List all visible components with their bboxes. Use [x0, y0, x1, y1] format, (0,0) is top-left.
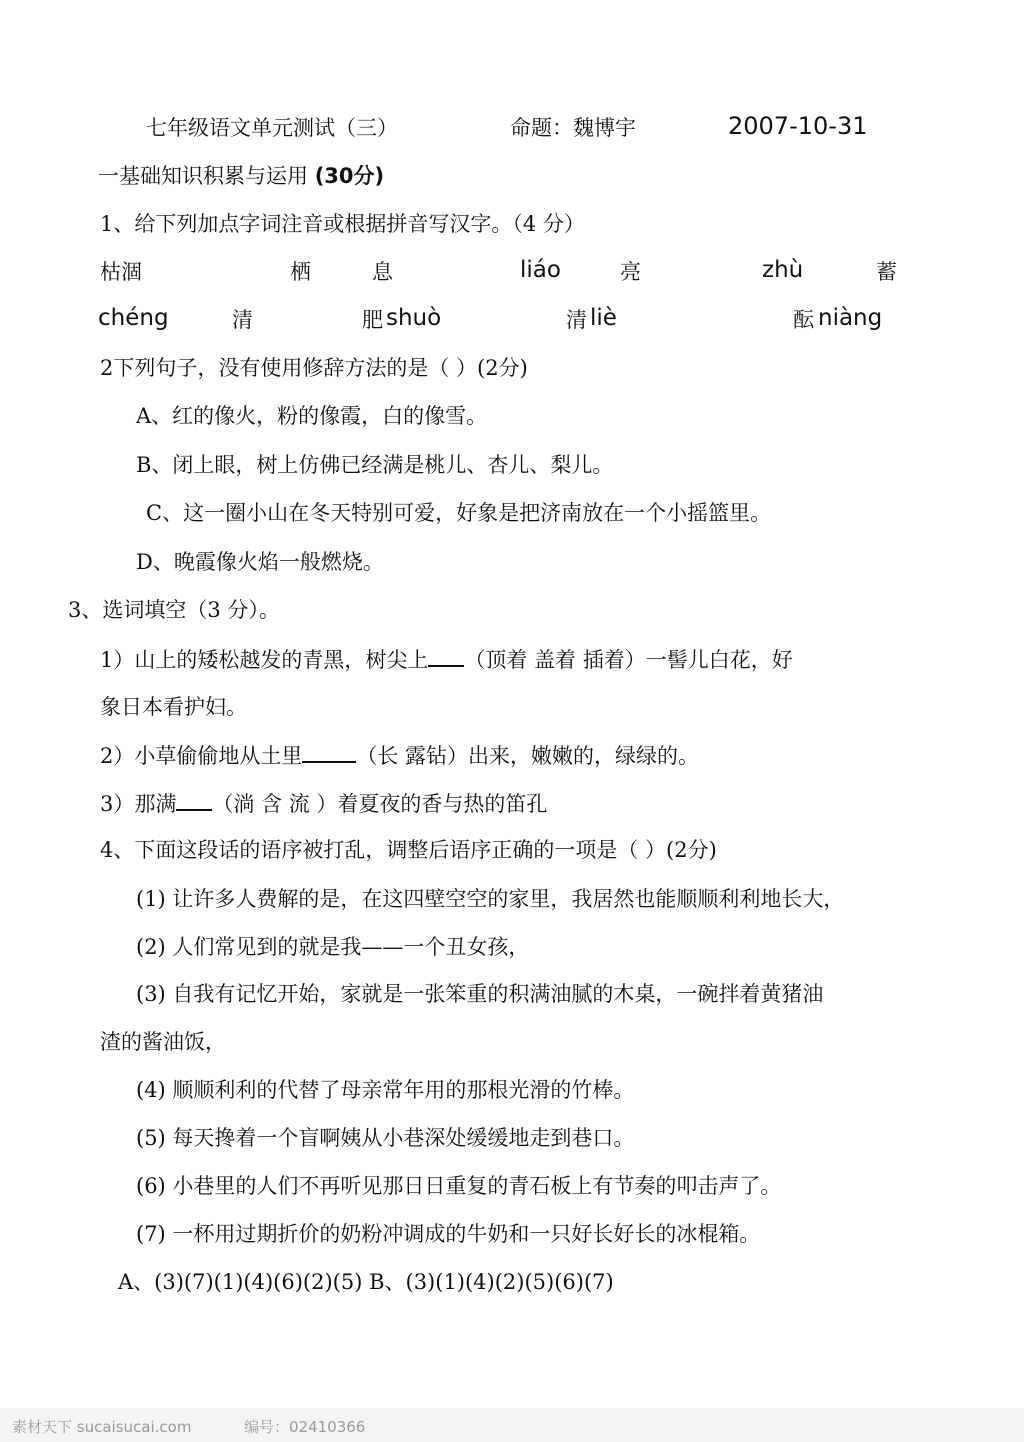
q1-word: 栖	[290, 260, 311, 284]
q3-item	[100, 789, 547, 818]
q1-word: 亮	[620, 260, 641, 284]
q2-option: D、晚霞像火焰一般燃烧。	[136, 550, 384, 574]
q3-item-text: 3）那满	[100, 792, 177, 816]
fill-blank	[302, 741, 356, 763]
q4-sentence: (5) 每天搀着一个盲啊姨从小巷深处缓缓地走到巷口。	[136, 1126, 635, 1150]
q3-item	[100, 741, 699, 770]
q1-word: 肥	[362, 308, 383, 332]
q3-item-text: 2）小草偷偷地从土里	[100, 744, 303, 768]
q4-sentence: (6) 小巷里的人们不再听见那日日重复的青石板上有节奏的叩击声了。	[136, 1174, 782, 1198]
q1-word: 清	[566, 308, 587, 332]
q1-pinyin: liáo	[520, 257, 561, 283]
q1-pinyin: liè	[590, 305, 617, 331]
q4-sentence: (4) 顺顺利利的代替了母亲常年用的那根光滑的竹棒。	[136, 1078, 635, 1102]
q3-item-text: （长 露钻）出来，嫩嫩的，绿绿的。	[356, 744, 700, 768]
fill-blank	[428, 645, 464, 667]
exam-author: 命题：魏博宇	[510, 116, 636, 140]
q4-sentence: (3) 自我有记忆开始，家就是一张笨重的积满油腻的木桌，一碗拌着黄猪油	[136, 982, 824, 1006]
q3-item-text: 1）山上的矮松越发的青黑，树尖上	[100, 648, 429, 672]
q4-stem: 4、下面这段话的语序被打乱，调整后语序正确的一项是（ ）(2分)	[100, 838, 717, 862]
q1-pinyin: zhù	[762, 257, 804, 283]
q2-stem: 2下列句子，没有使用修辞方法的是（ ）(2分)	[100, 356, 528, 380]
q4-answer-options: A、(3)(7)(1)(4)(6)(2)(5) B、(3)(1)(4)(2)(5)(6)(7)	[118, 1270, 614, 1294]
q4-sentence-cont: 渣的酱油饭，	[100, 1030, 226, 1054]
q1-word: 清	[232, 308, 253, 332]
exam-date: 2007-10-31	[728, 112, 868, 140]
fill-blank	[176, 789, 212, 811]
watermark-site: 素材天下 sucaisucai.com	[12, 1418, 192, 1436]
q4-sentence: (7) 一杯用过期折价的奶粉冲调成的牛奶和一只好长好长的冰棍箱。	[136, 1222, 761, 1246]
exam-title: 七年级语文单元测试（三）	[146, 116, 398, 140]
q1-pinyin: shuò	[386, 305, 442, 331]
q4-sentence: (2) 人们常见到的就是我——一个丑女孩，	[136, 935, 530, 959]
q3-item-text: （顶着 盖着 插着）一髻儿白花，好	[464, 648, 793, 672]
q1-stem: 1、给下列加点字词注音或根据拼音写汉字。（4 分）	[100, 212, 585, 236]
section-title-text: 一基础知识积累与运用	[98, 164, 308, 188]
q3-item-text: （淌 含 流 ）着夏夜的香与热的笛孔	[212, 792, 548, 816]
q1-word: 枯涸	[100, 260, 142, 284]
q4-sentence: (1) 让许多人费解的是，在这四壁空空的家里，我居然也能顺顺利利地长大，	[136, 887, 845, 911]
q2-option: A、红的像火，粉的像霞，白的像雪。	[136, 404, 488, 428]
q1-word: 酝	[793, 308, 814, 332]
q1-pinyin: chéng	[98, 305, 169, 331]
q1-word: 息	[372, 260, 393, 284]
q1-word: 蓄	[876, 260, 897, 284]
watermark-bar	[0, 1408, 1024, 1442]
q2-option: B、闭上眼，树上仿佛已经满是桃儿、杏儿、梨儿。	[136, 453, 614, 477]
q2-option: C、这一圈小山在冬天特别可爱，好象是把济南放在一个小摇篮里。	[146, 501, 772, 525]
q1-pinyin: niàng	[818, 305, 883, 331]
q3-stem: 3、选词填空（3 分）。	[68, 598, 280, 622]
q3-item-cont: 象日本看护妇。	[100, 695, 247, 719]
watermark-code: 编号：02410366	[244, 1418, 366, 1436]
section-title	[98, 162, 384, 190]
section-score: (30分)	[314, 164, 385, 188]
q3-item	[100, 645, 793, 674]
